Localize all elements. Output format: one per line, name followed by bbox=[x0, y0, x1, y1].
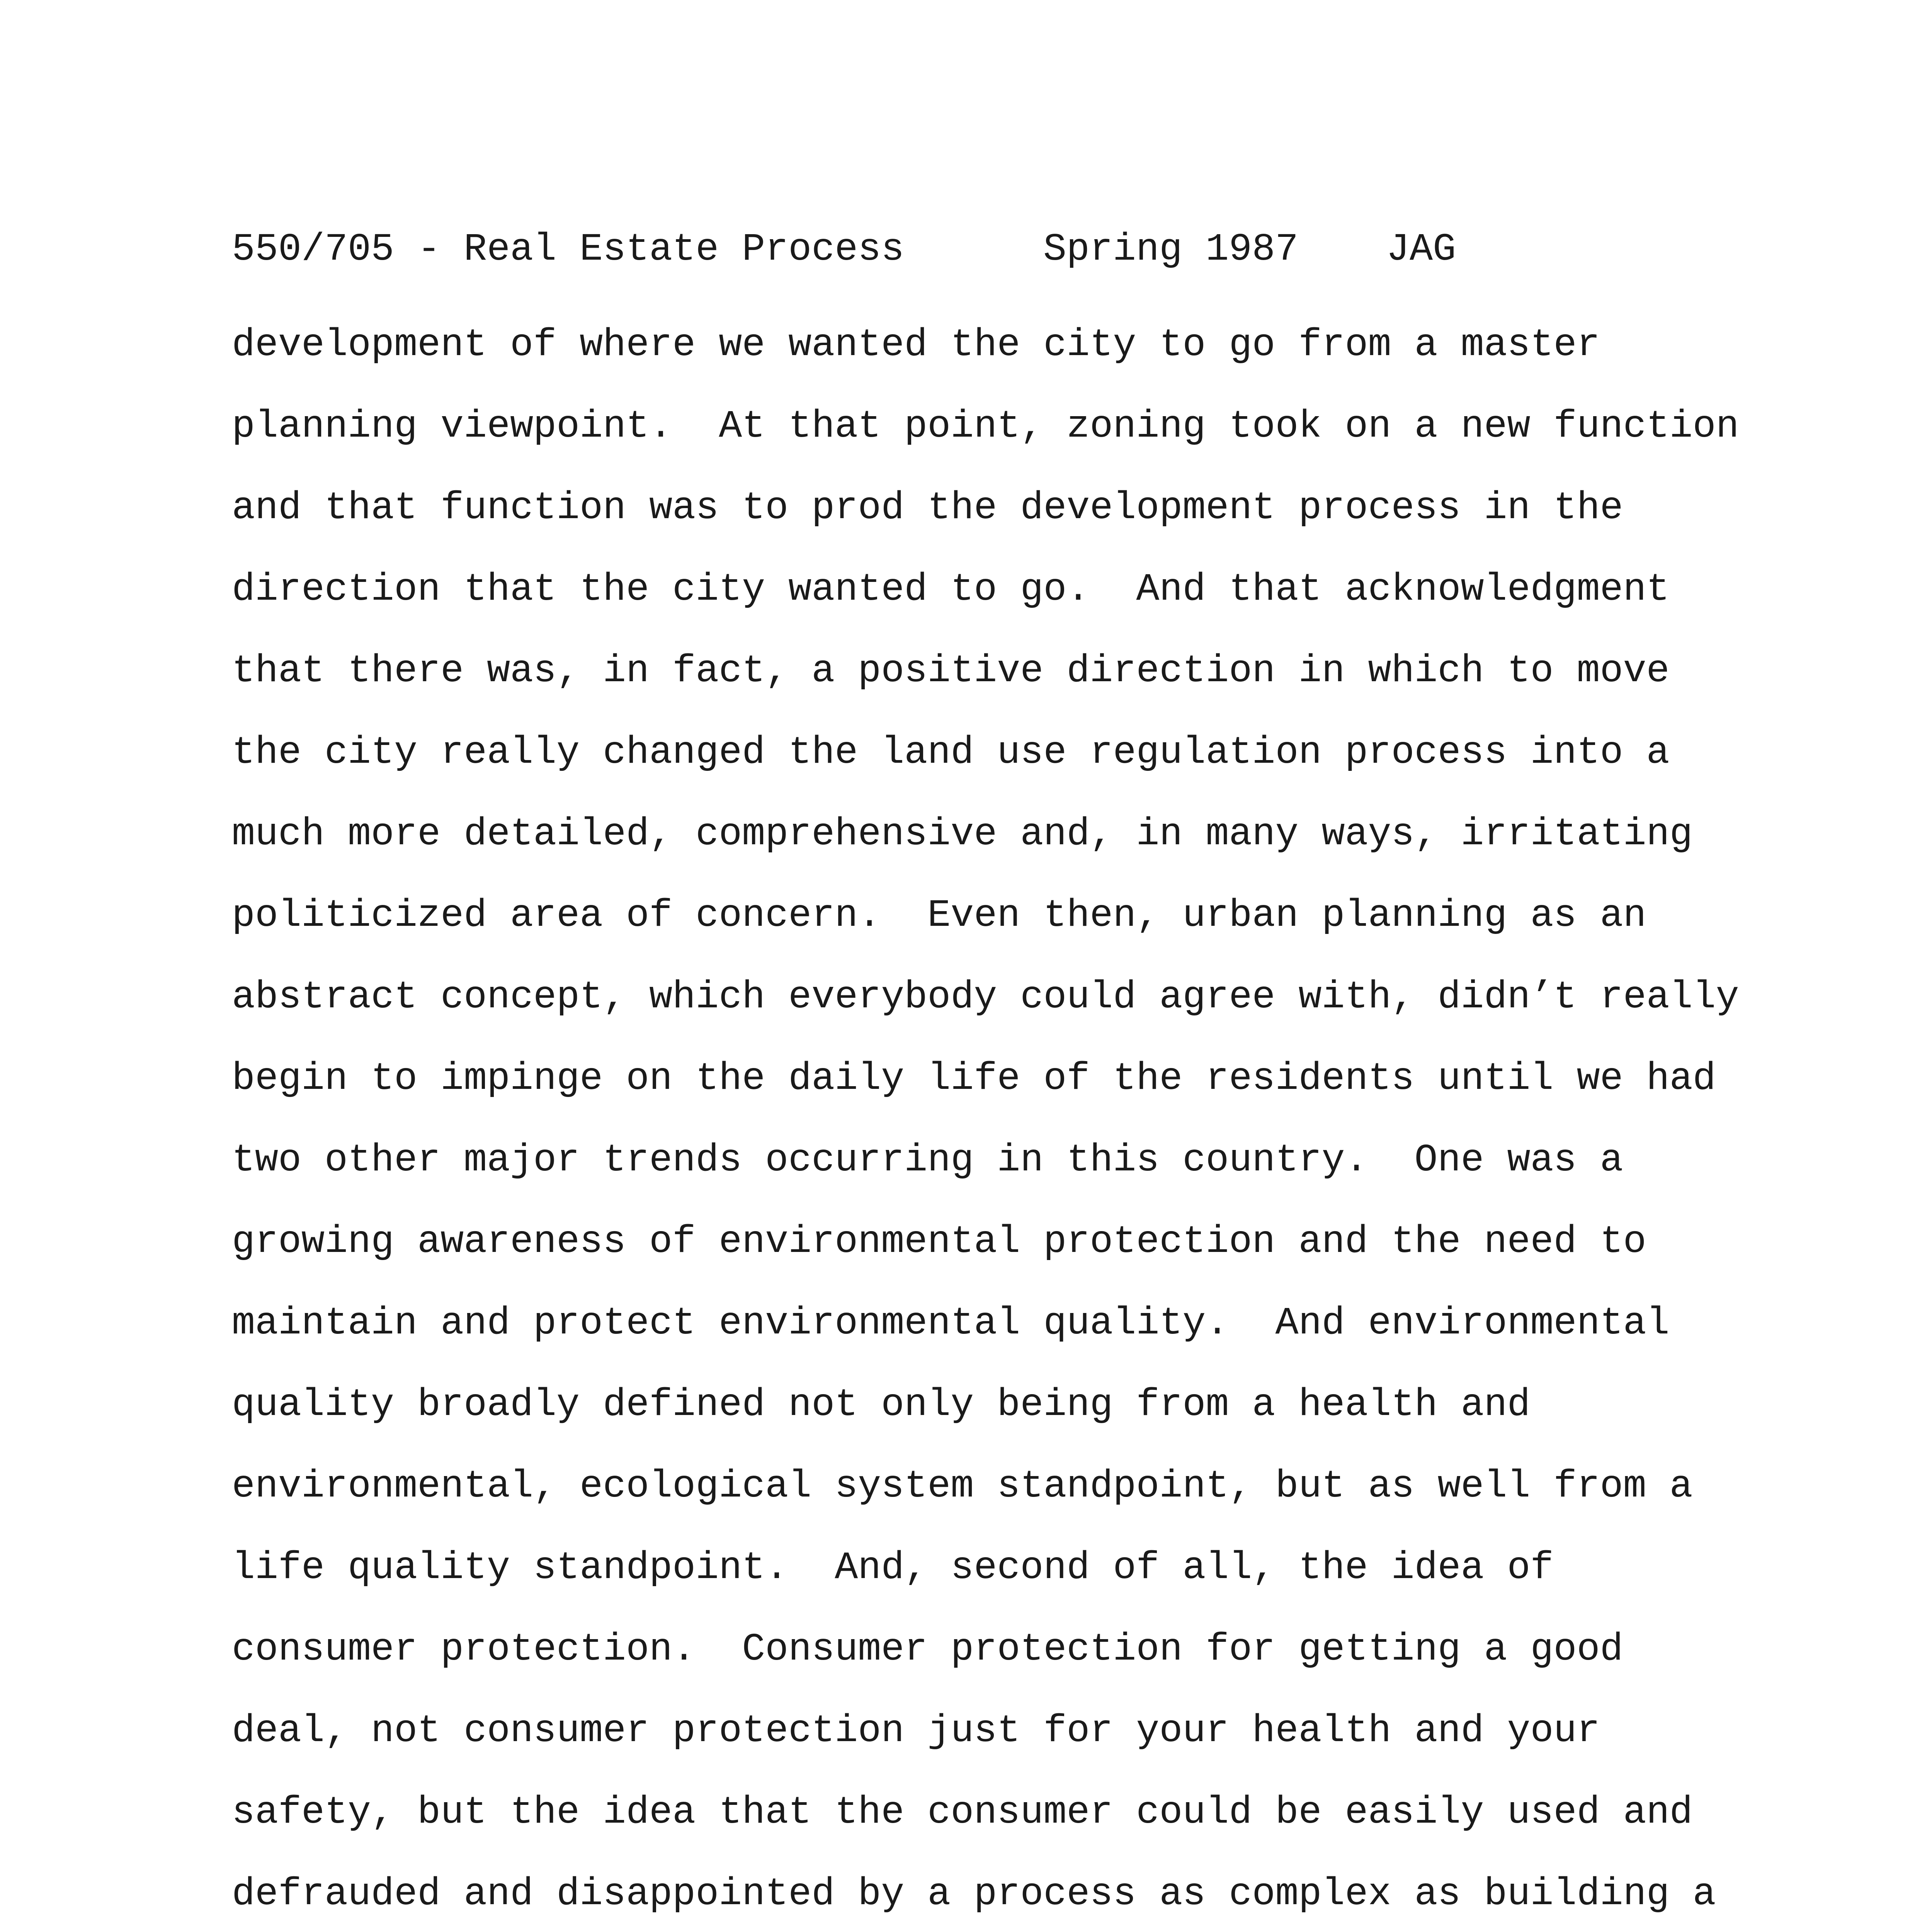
text-line: and that function was to prod the development process in the bbox=[232, 486, 1623, 530]
text-line: development of where we wanted the city to go from a master bbox=[232, 323, 1600, 367]
text-line: the city really changed the land use regulation process into a bbox=[232, 731, 1670, 775]
text-line: consumer protection. Consumer protection for getting a good bbox=[232, 1628, 1623, 1672]
text-line: that there was, in fact, a positive direction in which to move bbox=[232, 650, 1670, 693]
page-header bbox=[232, 223, 1456, 277]
text-line: deal, not consumer protection just for your health and your bbox=[232, 1709, 1600, 1753]
header-course-title: 550/705 - Real Estate Process bbox=[232, 228, 905, 272]
text-line: defrauded and disappointed by a process as complex as building a bbox=[232, 1872, 1716, 1916]
header-initials: JAG bbox=[1386, 228, 1456, 272]
text-line: environmental, ecological system standpoint, but as well from a bbox=[232, 1465, 1693, 1509]
text-line: direction that the city wanted to go. And that acknowledgment bbox=[232, 568, 1670, 612]
text-line: life quality standpoint. And, second of all, the idea of bbox=[232, 1546, 1554, 1590]
text-line: politicized area of concern. Even then, urban planning as an bbox=[232, 894, 1646, 938]
text-line: two other major trends occurring in this country. One was a bbox=[232, 1139, 1623, 1182]
text-line: abstract concept, which everybody could agree with, didn’t really bbox=[232, 976, 1739, 1019]
header-term: Spring 1987 bbox=[1043, 228, 1299, 272]
text-line: much more detailed, comprehensive and, in many ways, irritating bbox=[232, 813, 1693, 856]
text-line: quality broadly defined not only being from a health and bbox=[232, 1383, 1531, 1427]
text-line: begin to impinge on the daily life of the residents until we had bbox=[232, 1057, 1716, 1101]
text-line: maintain and protect environmental quality. And environmental bbox=[232, 1302, 1670, 1345]
text-line: growing awareness of environmental protection and the need to bbox=[232, 1220, 1646, 1264]
transcript-body bbox=[232, 304, 1777, 1932]
text-line: safety, but the idea that the consumer could be easily used and bbox=[232, 1791, 1693, 1835]
text-line: planning viewpoint. At that point, zoning took on a new function bbox=[232, 405, 1739, 449]
